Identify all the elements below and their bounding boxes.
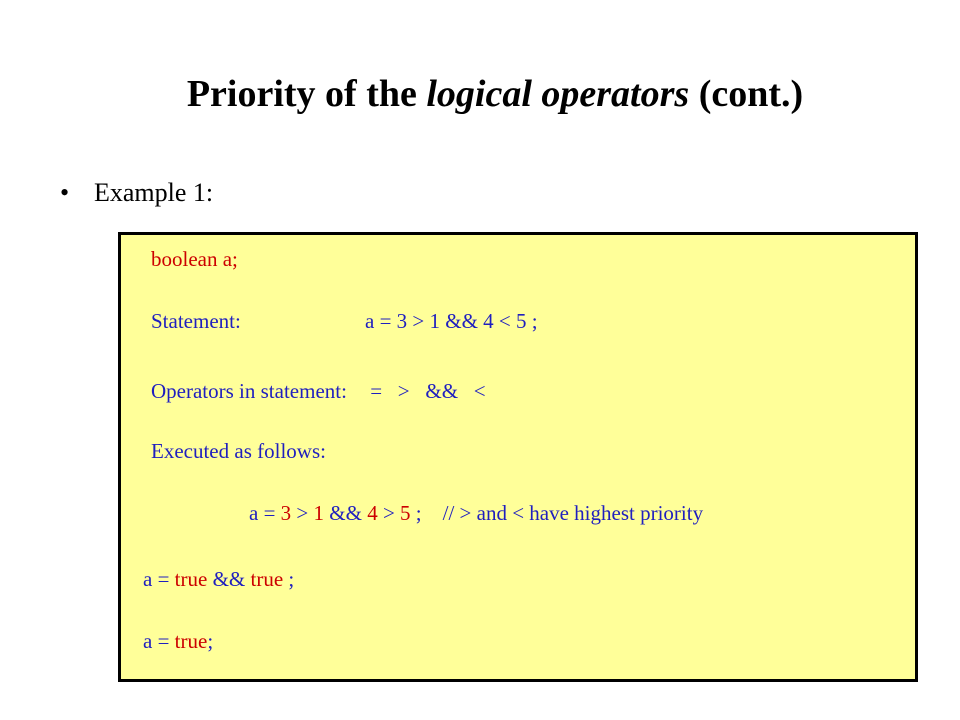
- code-line-executed: Executed as follows:: [151, 439, 326, 463]
- step2-assign: a =: [143, 567, 175, 591]
- operators-list: = > && <: [370, 379, 486, 403]
- operators-label: Operators in statement:: [151, 379, 347, 403]
- step3-end: ;: [207, 629, 214, 653]
- step2-true1: true: [174, 567, 208, 591]
- step3-assign: a =: [143, 629, 175, 653]
- step1-num-1: 1: [313, 501, 325, 525]
- code-line-step1: [249, 501, 703, 526]
- step1-gt: >: [291, 501, 314, 525]
- title-part2: (cont.): [689, 73, 804, 115]
- code-line-step2: [143, 567, 294, 592]
- code-line-declaration: boolean a;: [151, 247, 238, 271]
- step1-comment: ; // > and < have highest priority: [410, 501, 704, 525]
- step1-assign: a =: [249, 501, 281, 525]
- step3-true: true: [174, 629, 208, 653]
- step1-num-4: 4: [367, 501, 378, 525]
- step2-true2: true: [250, 567, 284, 591]
- bullet-text: Example 1:: [94, 178, 214, 207]
- step1-num-3: 3: [280, 501, 292, 525]
- code-box: [118, 232, 918, 682]
- slide-title: [0, 72, 960, 116]
- title-italic: logical operators: [426, 73, 690, 115]
- bullet-icon: •: [60, 178, 70, 207]
- statement-code: a = 3 > 1 && 4 < 5 ;: [365, 309, 538, 333]
- code-line-statement: [151, 309, 538, 334]
- statement-label: Statement:: [151, 309, 241, 333]
- step2-end: ;: [283, 567, 295, 591]
- code-line-step3: [143, 629, 213, 654]
- step1-num-5: 5: [400, 501, 411, 525]
- step1-and: &&: [324, 501, 368, 525]
- title-part1: Priority of the: [186, 73, 427, 115]
- code-line-operators: [151, 379, 486, 404]
- bullet-example: [60, 178, 213, 208]
- step2-and: &&: [207, 567, 251, 591]
- step1-gt2: >: [377, 501, 401, 525]
